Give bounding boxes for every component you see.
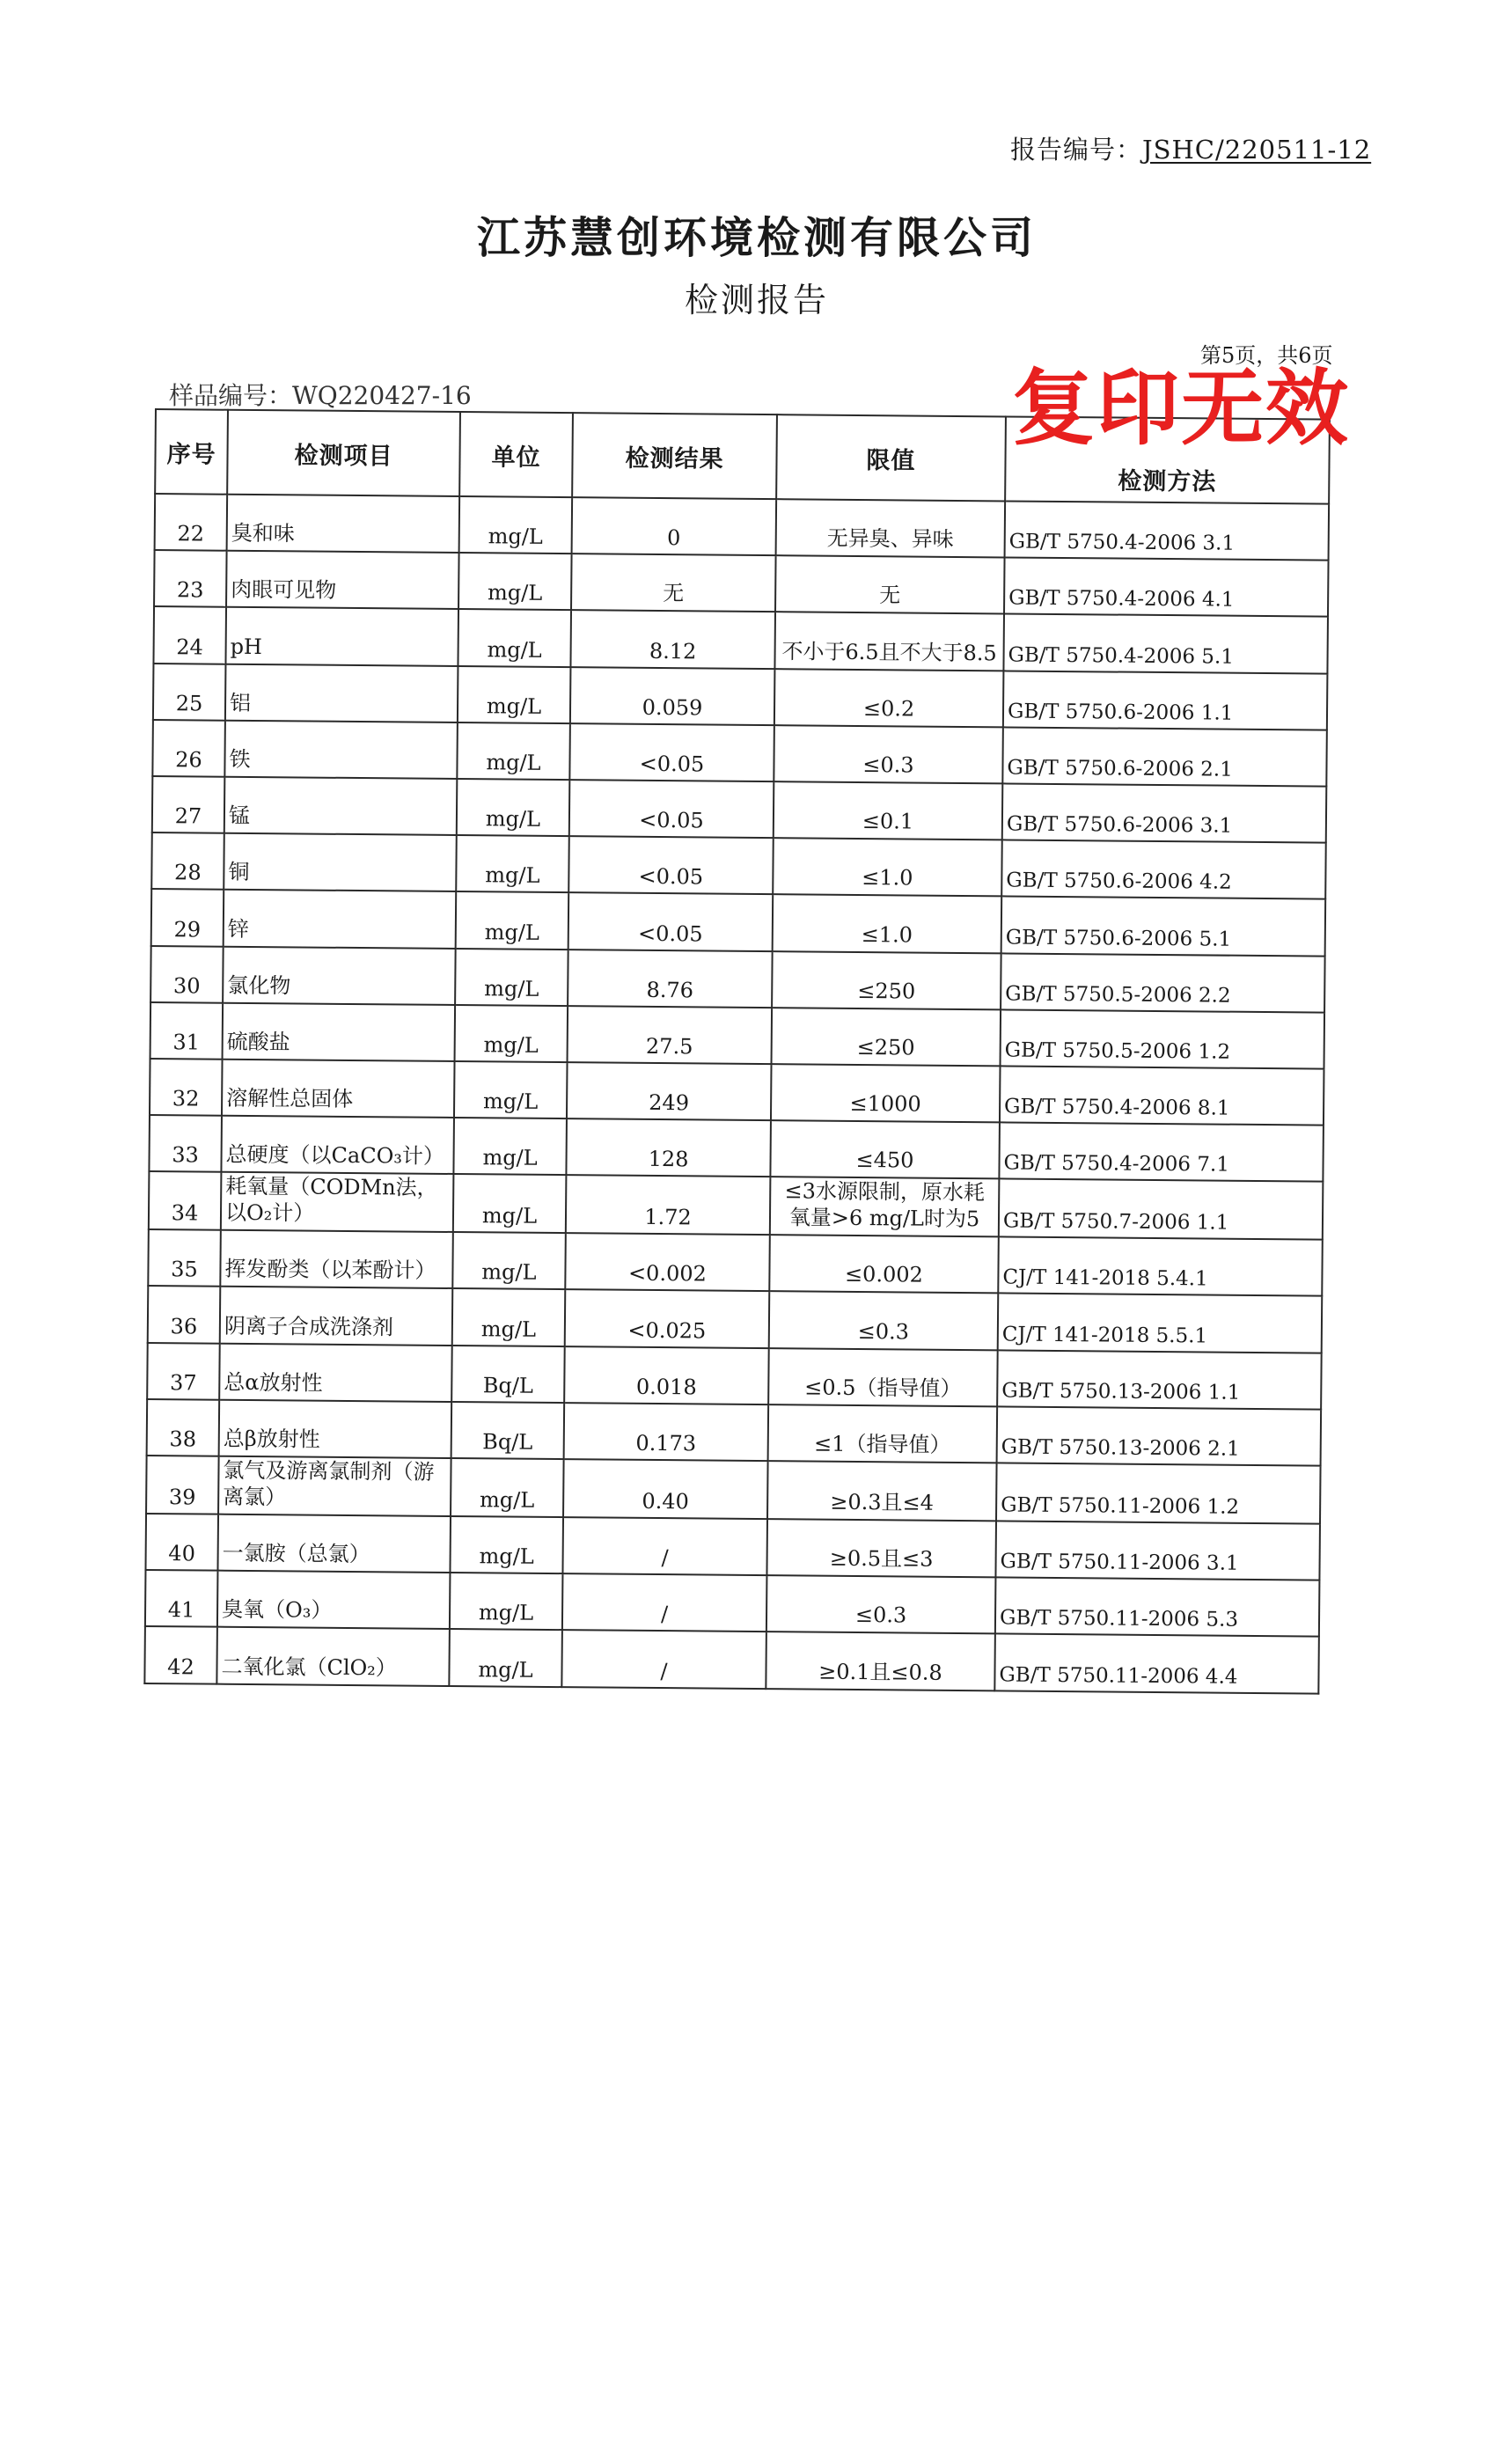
cell-no: 26 bbox=[152, 720, 225, 777]
cell-unit: mg/L bbox=[458, 609, 571, 666]
table-row bbox=[146, 1456, 1321, 1524]
cell-method: GB/T 5750.13-2006 1.1 bbox=[997, 1350, 1322, 1409]
cell-method: GB/T 5750.4-2006 5.1 bbox=[1003, 614, 1328, 673]
cell-result: 1.72 bbox=[566, 1175, 771, 1235]
cell-item: 耗氧量（CODMn法，以O₂计） bbox=[221, 1172, 454, 1232]
cell-unit: Bq/L bbox=[451, 1402, 565, 1459]
cell-result: 8.12 bbox=[570, 611, 775, 669]
cell-item: 肉眼可见物 bbox=[226, 551, 459, 609]
cell-method: GB/T 5750.13-2006 2.1 bbox=[997, 1406, 1322, 1465]
cell-result: <0.025 bbox=[565, 1290, 770, 1348]
table-row bbox=[151, 889, 1326, 956]
cell-result: <0.05 bbox=[568, 892, 774, 950]
cell-limit: ≤1.0 bbox=[773, 894, 1002, 952]
cell-limit: ≤0.3 bbox=[774, 725, 1003, 783]
cell-no: 24 bbox=[153, 606, 226, 664]
cell-no: 27 bbox=[152, 776, 225, 833]
table-row bbox=[151, 832, 1326, 899]
cell-item: 总α放射性 bbox=[219, 1343, 452, 1401]
cell-method: GB/T 5750.4-2006 8.1 bbox=[1000, 1066, 1324, 1125]
cell-result: / bbox=[562, 1573, 767, 1632]
cell-no: 23 bbox=[154, 550, 227, 607]
cell-result: 128 bbox=[566, 1118, 771, 1177]
cell-limit: ≤0.3 bbox=[766, 1575, 996, 1633]
cell-no: 34 bbox=[149, 1171, 222, 1230]
table-row bbox=[149, 1171, 1324, 1240]
cell-result: <0.05 bbox=[569, 723, 774, 781]
cell-item: 铁 bbox=[224, 720, 458, 778]
cell-method: GB/T 5750.4-2006 3.1 bbox=[1005, 501, 1330, 560]
table-row bbox=[147, 1343, 1322, 1410]
cell-item: 氯气及游离氯制剂（游离氯） bbox=[218, 1456, 451, 1516]
cell-limit: ≤3水源限制，原水耗氧量>6 mg/L时为5 bbox=[770, 1177, 1000, 1236]
page-info: 第5页，共6页 bbox=[1200, 343, 1333, 368]
cell-method: GB/T 5750.6-2006 4.2 bbox=[1001, 840, 1326, 899]
cell-method: GB/T 5750.6-2006 5.1 bbox=[1001, 897, 1326, 956]
cell-limit: 不小于6.5且不大于8.5 bbox=[774, 612, 1004, 671]
cell-limit: ≥0.5且≤3 bbox=[766, 1519, 996, 1577]
cell-unit: mg/L bbox=[449, 1629, 562, 1686]
table-body bbox=[144, 494, 1329, 1693]
cell-no: 22 bbox=[155, 494, 228, 551]
cell-result: <0.05 bbox=[569, 780, 774, 838]
cell-limit: ≤0.002 bbox=[769, 1235, 999, 1293]
cell-item: 溶解性总固体 bbox=[222, 1060, 455, 1118]
cell-method: GB/T 5750.11-2006 5.3 bbox=[995, 1578, 1320, 1637]
header-limit: 限值 bbox=[776, 414, 1006, 501]
cell-item: 总硬度（以CaCO₃计） bbox=[221, 1116, 454, 1174]
cell-no: 38 bbox=[147, 1399, 220, 1456]
cell-no: 29 bbox=[151, 889, 224, 946]
cell-method: GB/T 5750.6-2006 2.1 bbox=[1002, 727, 1327, 786]
cell-method: GB/T 5750.6-2006 1.1 bbox=[1003, 671, 1328, 730]
cell-unit: mg/L bbox=[456, 835, 569, 892]
report-number bbox=[1010, 130, 1371, 166]
stamp-text: 复印无效 bbox=[1012, 361, 1351, 457]
cell-unit: mg/L bbox=[452, 1232, 566, 1289]
cell-limit: ≥0.3且≤4 bbox=[767, 1461, 997, 1521]
table-row bbox=[147, 1399, 1322, 1466]
cell-limit: ≤450 bbox=[770, 1120, 1000, 1178]
cell-unit: mg/L bbox=[451, 1458, 564, 1517]
cell-unit: mg/L bbox=[458, 666, 571, 723]
cell-result: <0.05 bbox=[568, 836, 774, 894]
cell-unit: mg/L bbox=[455, 1005, 568, 1062]
cell-limit: ≤0.3 bbox=[769, 1292, 999, 1350]
cell-unit: mg/L bbox=[450, 1516, 563, 1573]
table-row bbox=[153, 664, 1328, 730]
cell-unit: mg/L bbox=[452, 1288, 566, 1346]
cell-no: 40 bbox=[145, 1514, 218, 1571]
table-row bbox=[150, 1002, 1325, 1069]
cell-limit: ≥0.1且≤0.8 bbox=[766, 1632, 995, 1690]
table-row bbox=[153, 606, 1328, 673]
cell-item: 锰 bbox=[224, 777, 458, 835]
cell-item: 二氧化氯（ClO₂） bbox=[216, 1627, 450, 1685]
table-row bbox=[154, 550, 1329, 617]
cell-item: 阴离子合成洗涤剂 bbox=[220, 1287, 453, 1345]
cell-unit: Bq/L bbox=[451, 1346, 565, 1403]
sample-number: 样品编号：WQ220427-16 bbox=[169, 381, 472, 410]
cell-item: 铜 bbox=[224, 833, 457, 891]
cell-method: GB/T 5750.5-2006 2.2 bbox=[1001, 953, 1325, 1012]
cell-method: GB/T 5750.11-2006 4.4 bbox=[994, 1634, 1319, 1693]
cell-limit: ≤250 bbox=[772, 1008, 1001, 1066]
cell-method: GB/T 5750.11-2006 3.1 bbox=[995, 1521, 1320, 1580]
cell-result: 0.40 bbox=[563, 1459, 768, 1519]
cell-item: 总β放射性 bbox=[219, 1399, 452, 1457]
cell-item: 硫酸盐 bbox=[223, 1002, 456, 1060]
cell-limit: ≤0.2 bbox=[774, 669, 1004, 727]
cell-no: 39 bbox=[146, 1456, 219, 1514]
cell-result: 27.5 bbox=[568, 1006, 773, 1064]
cell-unit: mg/L bbox=[453, 1118, 567, 1175]
header-no: 序号 bbox=[155, 409, 228, 495]
cell-unit: mg/L bbox=[457, 779, 570, 836]
cell-method: GB/T 5750.11-2006 1.2 bbox=[996, 1463, 1321, 1523]
report-number-value: JSHC/220511-12 bbox=[1142, 135, 1372, 165]
cell-item: 一氯胺（总氯） bbox=[217, 1514, 451, 1573]
header-item: 检测项目 bbox=[227, 410, 460, 496]
cell-item: 氯化物 bbox=[223, 946, 456, 1004]
cell-item: pH bbox=[225, 607, 458, 665]
cell-method: CJ/T 141-2018 5.5.1 bbox=[998, 1294, 1323, 1353]
header-result: 检测结果 bbox=[572, 413, 777, 499]
cell-result: 249 bbox=[567, 1062, 772, 1120]
table-row bbox=[145, 1514, 1320, 1580]
cell-item: 锌 bbox=[224, 890, 457, 948]
cell-unit: mg/L bbox=[454, 1061, 568, 1118]
cell-method: GB/T 5750.4-2006 4.1 bbox=[1004, 558, 1329, 617]
table-row bbox=[155, 494, 1330, 561]
cell-method: GB/T 5750.7-2006 1.1 bbox=[999, 1179, 1324, 1240]
cell-method: GB/T 5750.5-2006 1.2 bbox=[1001, 1009, 1325, 1068]
cell-method: CJ/T 141-2018 5.4.1 bbox=[998, 1237, 1323, 1296]
table-row bbox=[148, 1229, 1323, 1296]
cell-no: 35 bbox=[148, 1229, 221, 1287]
cell-result: 8.76 bbox=[568, 950, 773, 1008]
table-row bbox=[150, 1059, 1324, 1126]
cell-item: 挥发酚类（以苯酚计） bbox=[220, 1230, 453, 1288]
cell-result: / bbox=[562, 1517, 767, 1575]
table-row bbox=[152, 776, 1327, 843]
cell-result: 0.018 bbox=[564, 1346, 769, 1404]
results-table bbox=[143, 408, 1331, 1694]
cell-unit: mg/L bbox=[457, 722, 570, 780]
cell-no: 37 bbox=[147, 1343, 220, 1400]
cell-result: / bbox=[561, 1630, 766, 1688]
report-number-label: 报告编号： bbox=[1010, 135, 1143, 165]
table-row bbox=[145, 1570, 1320, 1637]
cell-no: 41 bbox=[145, 1570, 218, 1627]
cell-limit: ≤1.0 bbox=[773, 838, 1002, 896]
cell-limit: ≤1000 bbox=[771, 1064, 1001, 1122]
cell-method: GB/T 5750.4-2006 7.1 bbox=[999, 1122, 1324, 1181]
cell-limit: ≤250 bbox=[772, 951, 1001, 1009]
cell-result: 0 bbox=[572, 497, 777, 555]
table-row bbox=[148, 1286, 1323, 1353]
cell-unit: mg/L bbox=[453, 1174, 567, 1233]
cell-no: 33 bbox=[149, 1115, 222, 1172]
cell-result: 0.173 bbox=[564, 1403, 769, 1461]
table-row bbox=[144, 1626, 1319, 1693]
cell-limit: 无异臭、异味 bbox=[776, 499, 1006, 557]
cell-unit: mg/L bbox=[450, 1573, 563, 1630]
cell-method: GB/T 5750.6-2006 3.1 bbox=[1002, 783, 1327, 842]
cell-unit: mg/L bbox=[455, 949, 568, 1006]
cell-no: 31 bbox=[150, 1002, 224, 1060]
document-title: 检测报告 bbox=[684, 281, 829, 319]
cell-item: 铝 bbox=[225, 664, 458, 722]
cell-no: 28 bbox=[151, 832, 224, 890]
cell-unit: mg/L bbox=[456, 891, 569, 949]
table-row bbox=[152, 720, 1327, 787]
cell-limit: ≤1（指导值） bbox=[768, 1404, 998, 1463]
cell-no: 42 bbox=[144, 1626, 217, 1683]
cell-no: 25 bbox=[153, 664, 226, 721]
cell-limit: 无 bbox=[775, 555, 1005, 613]
header-unit: 单位 bbox=[459, 412, 573, 497]
cell-result: 0.059 bbox=[570, 667, 775, 725]
cell-limit: ≤0.5（指导值） bbox=[768, 1348, 998, 1406]
cell-result: 无 bbox=[571, 554, 776, 612]
cell-unit: mg/L bbox=[459, 496, 573, 554]
cell-unit: mg/L bbox=[458, 553, 572, 610]
cell-no: 30 bbox=[150, 945, 224, 1002]
cell-no: 32 bbox=[150, 1059, 223, 1116]
cell-item: 臭氧（O₃） bbox=[217, 1571, 451, 1629]
table-row bbox=[149, 1115, 1324, 1182]
table-row bbox=[150, 945, 1325, 1012]
company-name: 江苏慧创环境检测有限公司 bbox=[476, 213, 1037, 263]
cell-no: 36 bbox=[148, 1286, 221, 1343]
header-method: 检测方法 bbox=[1005, 416, 1330, 503]
cell-result: <0.002 bbox=[565, 1233, 770, 1291]
cell-item: 臭和味 bbox=[227, 495, 460, 553]
cell-limit: ≤0.1 bbox=[774, 781, 1003, 840]
